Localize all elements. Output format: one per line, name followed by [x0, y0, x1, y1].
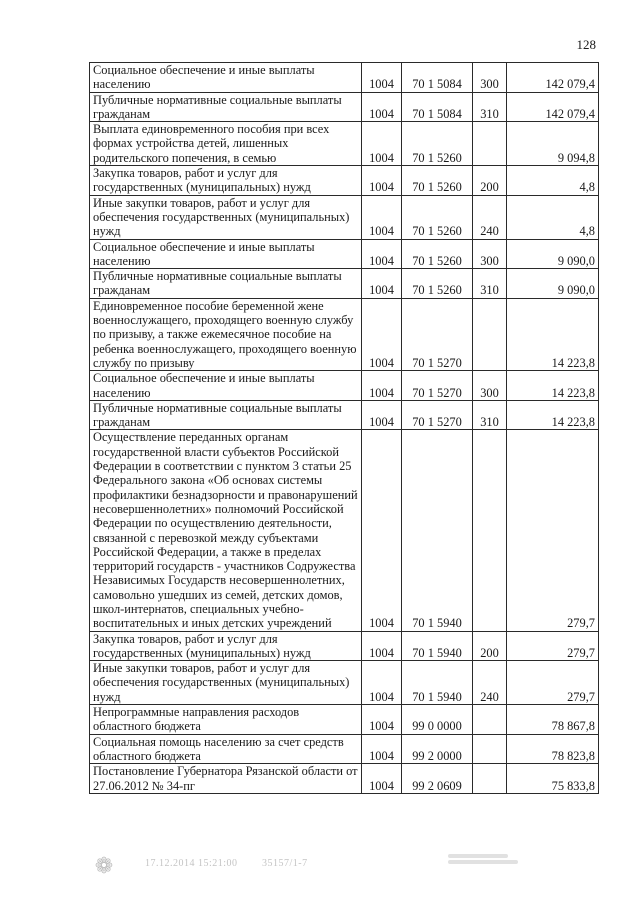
row-name: Социальное обеспечение и иные выплаты населению: [90, 63, 362, 93]
row-section: 1004: [362, 661, 402, 705]
row-section: 1004: [362, 63, 402, 93]
row-name: Публичные нормативные социальные выплаты гражданам: [90, 400, 362, 430]
row-amount: 9 090,0: [507, 269, 599, 299]
row-expense-type: 300: [473, 63, 507, 93]
row-section: 1004: [362, 705, 402, 735]
budget-table-body: [90, 63, 599, 794]
row-amount: 14 223,8: [507, 298, 599, 370]
table-row: [90, 63, 599, 93]
row-article: 70 1 5270: [402, 371, 473, 401]
table-row: [90, 661, 599, 705]
row-section: 1004: [362, 239, 402, 269]
row-expense-type: 310: [473, 269, 507, 299]
row-amount: 14 223,8: [507, 400, 599, 430]
row-section: 1004: [362, 122, 402, 166]
table-row: [90, 166, 599, 196]
row-expense-type: [473, 298, 507, 370]
row-name: Постановление Губернатора Рязанской области от 27.06.2012 № 34-пг: [90, 764, 362, 794]
row-expense-type: 200: [473, 166, 507, 196]
row-name: Социальная помощь населению за счет средств областного бюджета: [90, 734, 362, 764]
row-expense-type: [473, 122, 507, 166]
row-article: 70 1 5270: [402, 400, 473, 430]
row-section: 1004: [362, 195, 402, 239]
table-row: [90, 269, 599, 299]
row-expense-type: [473, 764, 507, 794]
row-expense-type: [473, 430, 507, 631]
row-article: 70 1 5940: [402, 631, 473, 661]
table-row: [90, 298, 599, 370]
row-article: 70 1 5270: [402, 298, 473, 370]
table-row: [90, 734, 599, 764]
row-article: 70 1 5260: [402, 122, 473, 166]
row-amount: 279,7: [507, 631, 599, 661]
row-amount: 78 823,8: [507, 734, 599, 764]
row-amount: 4,8: [507, 166, 599, 196]
row-article: 99 2 0000: [402, 734, 473, 764]
row-expense-type: [473, 734, 507, 764]
row-section: 1004: [362, 166, 402, 196]
row-article: 70 1 5260: [402, 239, 473, 269]
table-row: [90, 239, 599, 269]
row-article: 70 1 5084: [402, 92, 473, 122]
row-article: 70 1 5940: [402, 430, 473, 631]
footer-watermark: [448, 852, 518, 874]
row-amount: 279,7: [507, 661, 599, 705]
row-name: Осуществление переданных органам государственной власти субъектов Российской Федерации в соответствии с пунктом 3 статьи 25 Федерального закона «Об основах системы профилактики безнадзорности и правонарушений несовершеннолетних» полномочий Российской Федерации по осуществлению деятельности, связанной с перевозкой между субъектами Российской Федерации, а также в пределах территорий государств - участников Содружества Независимых Государств несовершеннолетних, самовольно ушедших из семей, детских домов, школ-интернатов, специальных учебно-воспитательных и иных детских учреждений: [90, 430, 362, 631]
row-article: 70 1 5260: [402, 269, 473, 299]
row-name: Социальное обеспечение и иные выплаты населению: [90, 239, 362, 269]
seal-icon: ❁: [94, 853, 114, 878]
row-section: 1004: [362, 734, 402, 764]
row-name: Закупка товаров, работ и услуг для государственных (муниципальных) нужд: [90, 631, 362, 661]
row-amount: 4,8: [507, 195, 599, 239]
row-amount: 75 833,8: [507, 764, 599, 794]
row-amount: 78 867,8: [507, 705, 599, 735]
table-row: [90, 92, 599, 122]
row-expense-type: 300: [473, 239, 507, 269]
table-row: [90, 195, 599, 239]
row-article: 99 2 0609: [402, 764, 473, 794]
row-section: 1004: [362, 371, 402, 401]
row-amount: 142 079,4: [507, 92, 599, 122]
row-name: Выплата единовременного пособия при всех формах устройства детей, лишенных родительского попечения, в семью: [90, 122, 362, 166]
row-name: Иные закупки товаров, работ и услуг для обеспечения государственных (муниципальных) нужд: [90, 661, 362, 705]
row-expense-type: 310: [473, 400, 507, 430]
row-name: Публичные нормативные социальные выплаты гражданам: [90, 92, 362, 122]
row-article: 70 1 5260: [402, 195, 473, 239]
row-expense-type: [473, 705, 507, 735]
footer-doc-id: 35157/1-7: [262, 858, 308, 869]
row-section: 1004: [362, 400, 402, 430]
row-name: Публичные нормативные социальные выплаты гражданам: [90, 269, 362, 299]
row-section: 1004: [362, 764, 402, 794]
row-section: 1004: [362, 269, 402, 299]
row-name: Непрограммные направления расходов областного бюджета: [90, 705, 362, 735]
budget-table: [89, 62, 599, 794]
table-row: [90, 764, 599, 794]
row-article: 70 1 5940: [402, 661, 473, 705]
row-name: Социальное обеспечение и иные выплаты населению: [90, 371, 362, 401]
row-name: Закупка товаров, работ и услуг для государственных (муниципальных) нужд: [90, 166, 362, 196]
row-name: Единовременное пособие беременной жене военнослужащего, проходящего военную службу по призыву, а также ежемесячное пособие на ребенка военнослужащего, проходящего военную службу по призыву: [90, 298, 362, 370]
row-article: 99 0 0000: [402, 705, 473, 735]
row-amount: 279,7: [507, 430, 599, 631]
row-article: 70 1 5084: [402, 63, 473, 93]
row-section: 1004: [362, 92, 402, 122]
table-row: [90, 122, 599, 166]
page-number: 128: [576, 37, 596, 52]
row-expense-type: 240: [473, 195, 507, 239]
row-amount: 9 090,0: [507, 239, 599, 269]
row-section: 1004: [362, 298, 402, 370]
row-expense-type: 200: [473, 631, 507, 661]
table-row: [90, 631, 599, 661]
table-row: [90, 430, 599, 631]
row-section: 1004: [362, 430, 402, 631]
row-expense-type: 240: [473, 661, 507, 705]
table-row: [90, 705, 599, 735]
row-amount: 142 079,4: [507, 63, 599, 93]
table-row: [90, 371, 599, 401]
row-name: Иные закупки товаров, работ и услуг для обеспечения государственных (муниципальных) нужд: [90, 195, 362, 239]
footer-datetime: 17.12.2014 15:21:00: [145, 858, 238, 869]
row-expense-type: 300: [473, 371, 507, 401]
row-article: 70 1 5260: [402, 166, 473, 196]
table-row: [90, 400, 599, 430]
row-amount: 9 094,8: [507, 122, 599, 166]
row-amount: 14 223,8: [507, 371, 599, 401]
row-section: 1004: [362, 631, 402, 661]
row-expense-type: 310: [473, 92, 507, 122]
